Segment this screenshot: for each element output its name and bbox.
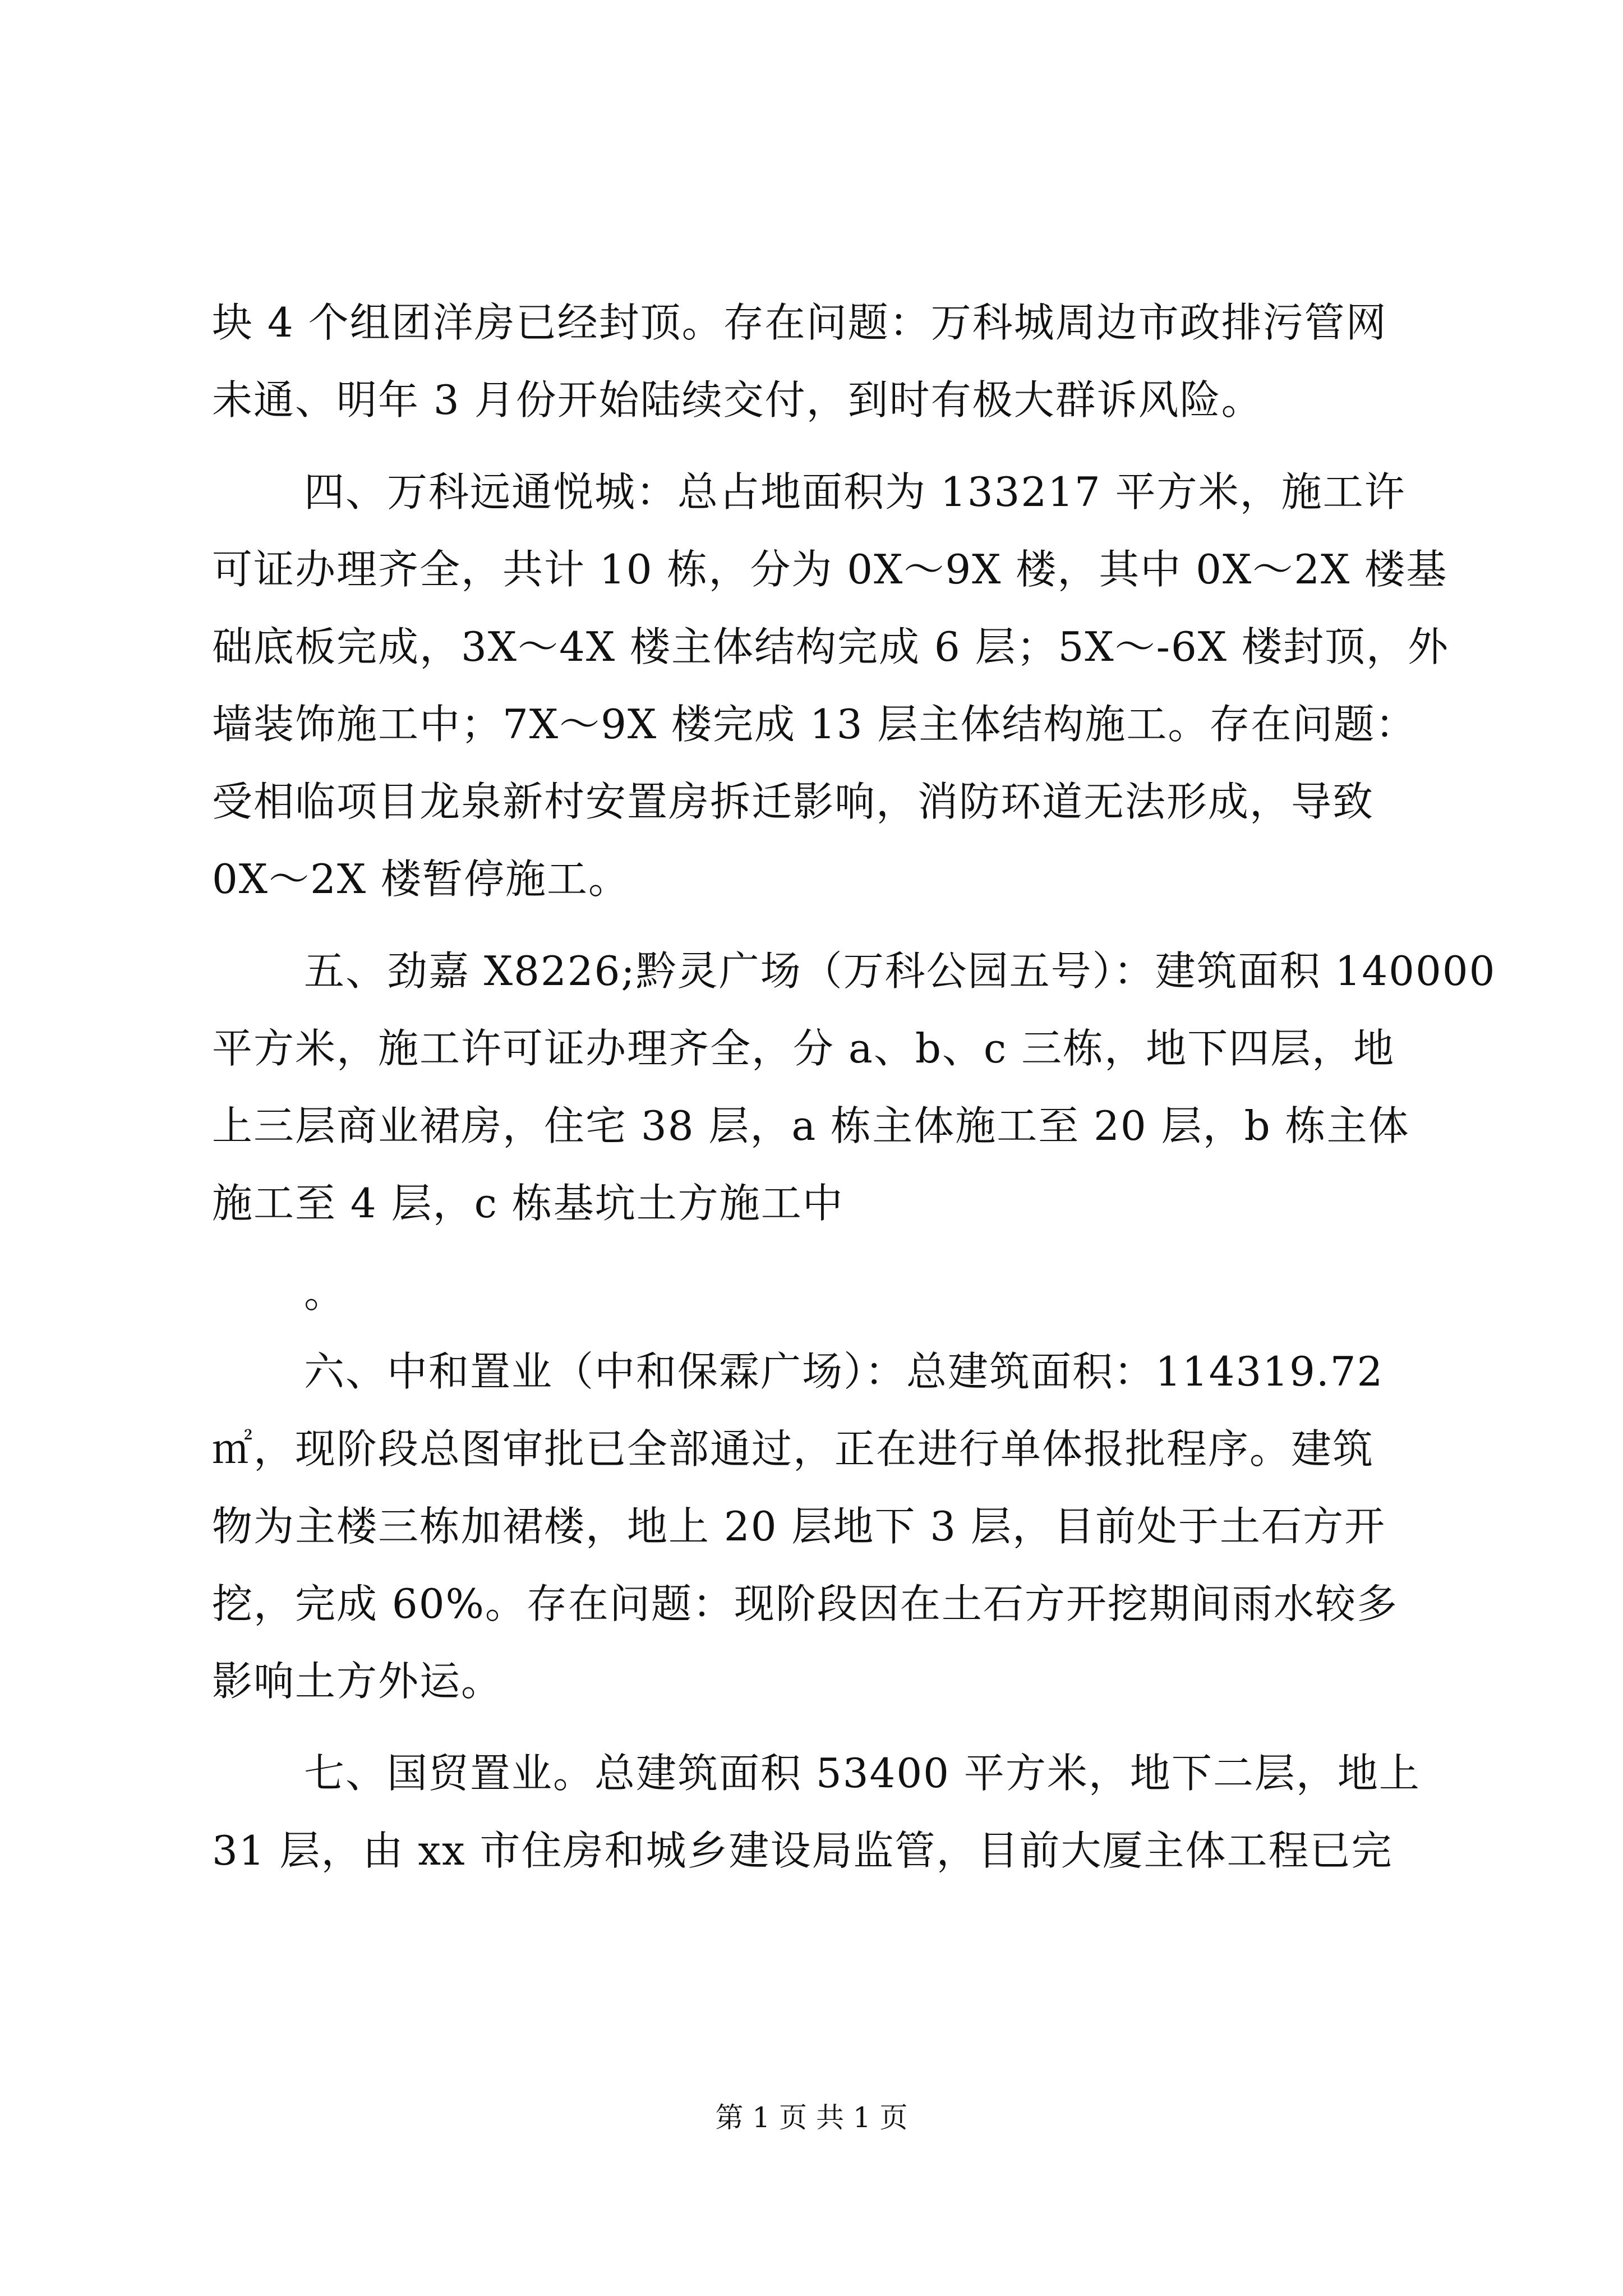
text-line: 上三层商业裙房，住宅 38 层，a 栋主体施工至 20 层，b 栋主体 (212, 1102, 1410, 1149)
text-line: 可证办理齐全，共计 10 栋，分为 0X～9X 楼，其中 0X～2X 楼基 (212, 546, 1448, 593)
text-line: ㎡，现阶段总图审批已全部通过，正在进行单体报批程序。建筑 (212, 1425, 1375, 1473)
text-line: 未通、明年 3 月份开始陆续交付，到时有极大群诉风险。 (212, 376, 1263, 424)
text-line: 墙装饰施工中；7X～9X 楼完成 13 层主体结构施工。存在问题： (212, 701, 1417, 748)
text-line: 平方米，施工许可证办理齐全，分 a、b、c 三栋，地下四层，地 (212, 1025, 1395, 1072)
text-line: 受相临项目龙泉新村安置房拆迁影响，消防环道无法形成，导致 (212, 778, 1375, 825)
text-line: 挖，完成 60%。存在问题：现阶段因在土石方开挖期间雨水较多 (212, 1580, 1398, 1627)
text-line: 础底板完成，3X～4X 楼主体结构完成 6 层；5X～-6X 楼封顶，外 (212, 623, 1449, 670)
text-line: 块 4 个组团洋房已经封顶。存在问题：万科城周边市政排污管网 (212, 299, 1387, 346)
text-line: 。 (304, 1269, 346, 1317)
text-line: 物为主楼三栋加裙楼，地上 20 层地下 3 层，目前处于土石方开 (212, 1503, 1386, 1550)
text-line: 施工至 4 层，c 栋基坑土方施工中 (212, 1180, 844, 1227)
paragraph-7-start: 七、国贸置业。总建筑面积 53400 平方米，地下二层，地上 (304, 1750, 1421, 1797)
text-line: 31 层，由 xx 市住房和城乡建设局监管，目前大厦主体工程已完 (212, 1827, 1393, 1874)
text-line: 影响土方外运。 (212, 1658, 503, 1705)
paragraph-4-start: 四、万科远通悦城：总占地面积为 133217 平方米，施工许 (304, 468, 1406, 516)
text-line: 0X～2X 楼暂停施工。 (212, 855, 630, 903)
page-number-footer: 第 1 页 共 1 页 (715, 2101, 908, 2134)
paragraph-5-start: 五、劲嘉 X8226;黔灵广场（万科公园五号）：建筑面积 140000 (304, 947, 1496, 995)
paragraph-6-start: 六、中和置业（中和保霖广场）：总建筑面积：114319.72 (304, 1348, 1384, 1395)
